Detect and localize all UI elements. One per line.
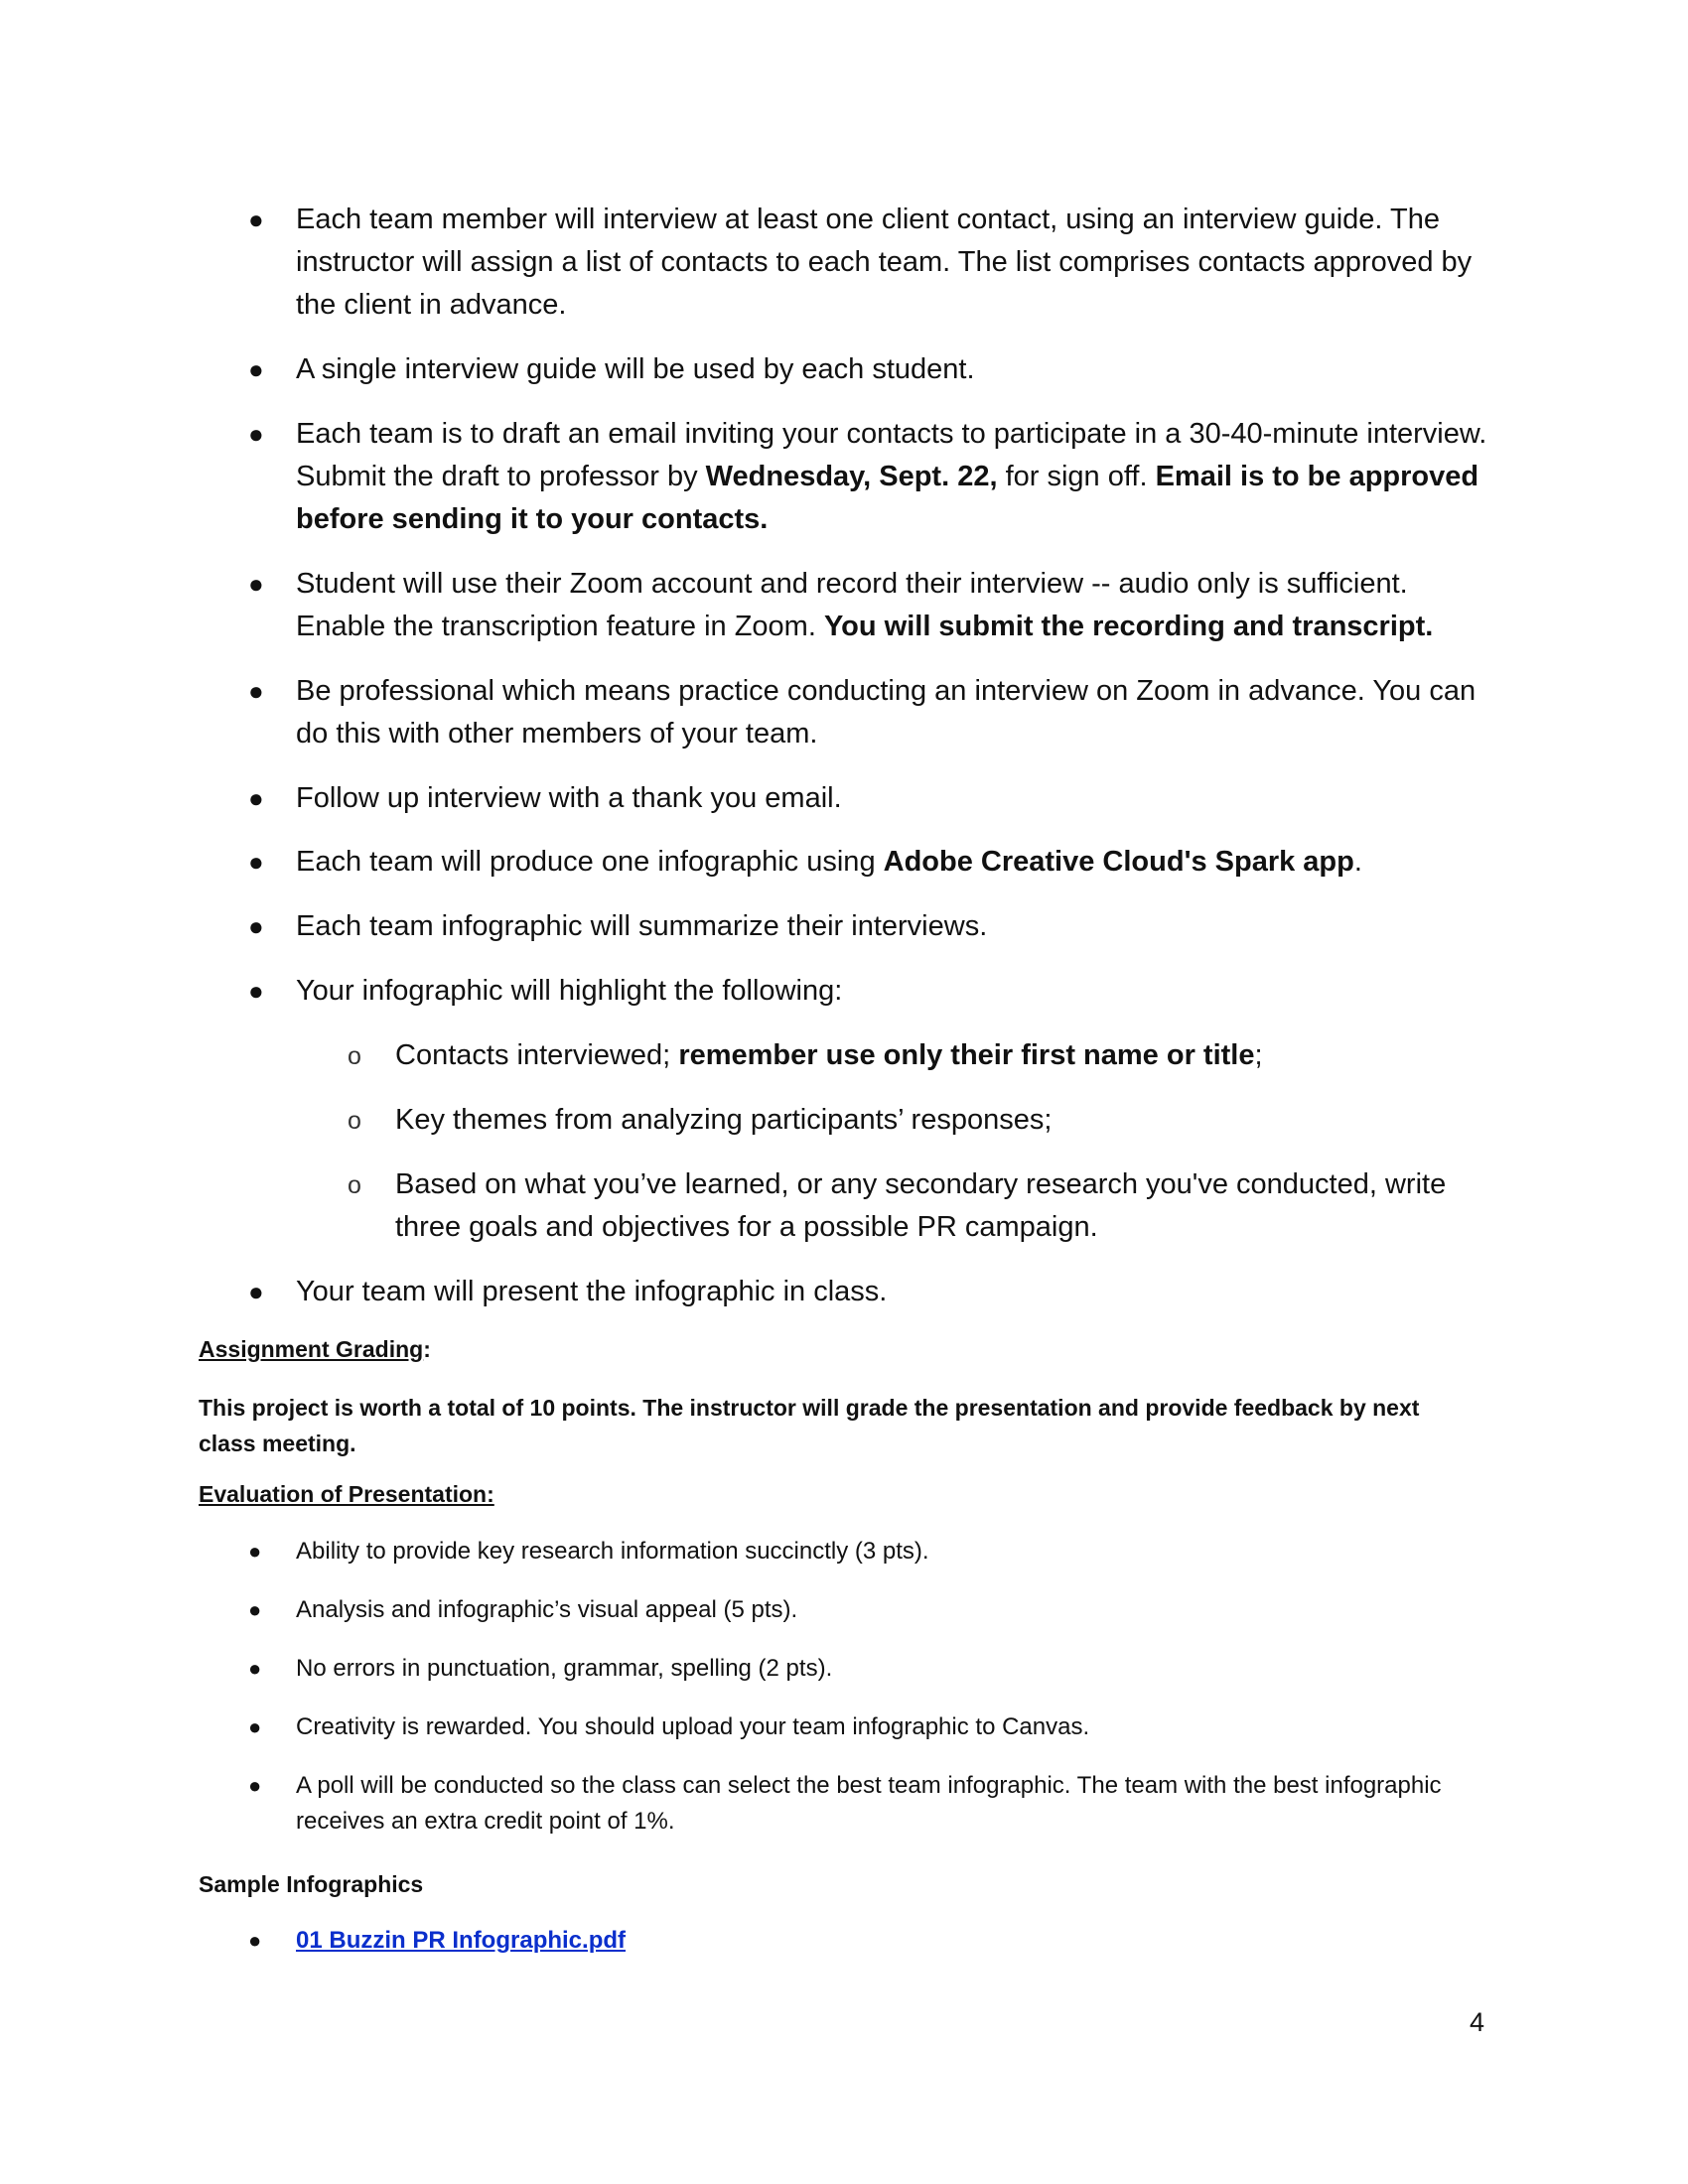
grading-heading: Assignment Grading: bbox=[199, 1336, 431, 1362]
submit-note: You will submit the recording and transcript. bbox=[823, 611, 1434, 642]
evaluation-list bbox=[248, 1651, 1479, 1687]
list-item: ● Each team is to draft an email inviting your contacts to participate in a 30-40-minute interview. Submit the draft to professor by Wednesday, Sept. 22, for sign off. Email is to be approved before sending it to your contacts. bbox=[248, 413, 1489, 541]
bullet-icon: ● bbox=[248, 205, 264, 234]
bullet-text: Your team will present the infographic in class. bbox=[296, 1276, 888, 1307]
samples-heading: Sample Infographics bbox=[199, 1871, 424, 1897]
circle-bullet-icon: o bbox=[348, 1107, 361, 1135]
bullet-icon: ● bbox=[248, 847, 264, 877]
list-item bbox=[248, 348, 1489, 391]
deadline-text: Wednesday, Sept. 22, bbox=[705, 461, 998, 492]
bullet-icon: ● bbox=[248, 676, 264, 706]
list-item: ● A poll will be conducted so the class can select the best team infographic. The team with the best infographic receives an extra credit point of 1%. bbox=[248, 1768, 1479, 1840]
list-item bbox=[248, 1923, 1479, 1959]
bullet-icon: ● bbox=[248, 976, 264, 1006]
app-name: Adobe Creative Cloud's Spark app bbox=[883, 846, 1354, 878]
main-bullet-list bbox=[248, 1271, 1489, 1313]
bullet-text: Each team infographic will summarize their interviews. bbox=[296, 910, 988, 942]
main-bullet-list bbox=[248, 199, 1489, 327]
main-bullet-list bbox=[248, 670, 1489, 755]
bullet-text: Follow up interview with a thank you email. bbox=[296, 782, 842, 814]
bullet-icon: ● bbox=[248, 1714, 262, 1739]
privacy-note: remember use only their first name or title bbox=[678, 1039, 1255, 1071]
list-item: ● Analysis and infographic’s visual appeal (5 pts). bbox=[248, 1592, 1479, 1628]
bullet-icon: ● bbox=[248, 1773, 262, 1798]
main-bullet-list bbox=[248, 777, 1489, 820]
circle-bullet-icon: o bbox=[348, 1042, 361, 1070]
bullet-icon: ● bbox=[248, 419, 264, 449]
bullet-text: Be professional which means practice conducting an interview on Zoom in advance. You can do this with other members of your team. bbox=[296, 675, 1477, 750]
evaluation-heading: Evaluation of Presentation: bbox=[199, 1481, 494, 1507]
sub-bullet-list bbox=[248, 1163, 1489, 1249]
list-item: ● Student will use their Zoom account and record their interview -- audio only is sufficient. Enable the transcription feature in Zoom. You will submit the recording and transcript. bbox=[248, 563, 1489, 648]
list-item bbox=[248, 1271, 1489, 1313]
approval-note: Email is to be approved before sending it to your contacts. bbox=[296, 461, 1479, 535]
list-item: ● Ability to provide key research information succinctly (3 pts). bbox=[248, 1534, 1479, 1570]
list-item: ● No errors in punctuation, grammar, spelling (2 pts). bbox=[248, 1651, 1479, 1687]
main-bullet-list bbox=[248, 413, 1489, 541]
bullet-text: A single interview guide will be used by each student. bbox=[296, 353, 975, 385]
list-item bbox=[248, 199, 1489, 327]
sub-bullet-list bbox=[248, 1099, 1489, 1142]
list-item: o Contacts interviewed; remember use only their first name or title; bbox=[348, 1034, 1489, 1077]
list-item bbox=[248, 670, 1489, 755]
main-bullet-list bbox=[248, 563, 1489, 648]
sub-bullet-list bbox=[248, 1034, 1489, 1077]
list-item bbox=[248, 970, 1489, 1013]
list-item: o Key themes from analyzing participants’ responses; bbox=[348, 1099, 1489, 1142]
evaluation-list bbox=[248, 1592, 1479, 1628]
list-item: o Based on what you’ve learned, or any secondary research you've conducted, write three goals and objectives for a possible PR campaign. bbox=[348, 1163, 1489, 1249]
main-bullet-list bbox=[248, 841, 1489, 884]
bullet-icon: ● bbox=[248, 354, 264, 384]
main-bullet-list bbox=[248, 348, 1489, 391]
bullet-icon: ● bbox=[248, 911, 264, 941]
bullet-icon: ● bbox=[248, 1656, 262, 1681]
list-item: ● Creativity is rewarded. You should upload your team infographic to Canvas. bbox=[248, 1709, 1479, 1745]
evaluation-list bbox=[248, 1709, 1479, 1745]
list-item bbox=[248, 777, 1489, 820]
samples-list bbox=[248, 1923, 1479, 1959]
bullet-text: Your infographic will highlight the following: bbox=[296, 975, 843, 1007]
page-number: 4 bbox=[1470, 2007, 1485, 2037]
bullet-icon: ● bbox=[248, 1277, 264, 1306]
bullet-icon: ● bbox=[248, 1597, 262, 1622]
bullet-icon: ● bbox=[248, 1928, 262, 1953]
circle-bullet-icon: o bbox=[348, 1171, 361, 1199]
grading-text: This project is worth a total of 10 points. The instructor will grade the presentation and provide feedback by next class meeting. bbox=[199, 1395, 1420, 1456]
list-item bbox=[248, 905, 1489, 948]
evaluation-list bbox=[248, 1768, 1479, 1840]
evaluation-list bbox=[248, 1534, 1479, 1570]
main-bullet-list bbox=[248, 905, 1489, 948]
bullet-icon: ● bbox=[248, 1539, 262, 1564]
bullet-icon: ● bbox=[248, 569, 264, 599]
main-bullet-list bbox=[248, 970, 1489, 1013]
bullet-text: Each team member will interview at least one client contact, using an interview guide. The instructor will assign a list of contacts to each team. The list comprises contacts approved by the client in advance. bbox=[296, 204, 1473, 321]
bullet-icon: ● bbox=[248, 783, 264, 813]
sample-infographic-link[interactable]: 01 Buzzin PR Infographic.pdf bbox=[296, 1927, 627, 1954]
list-item: ● Each team will produce one infographic using Adobe Creative Cloud's Spark app. bbox=[248, 841, 1489, 884]
